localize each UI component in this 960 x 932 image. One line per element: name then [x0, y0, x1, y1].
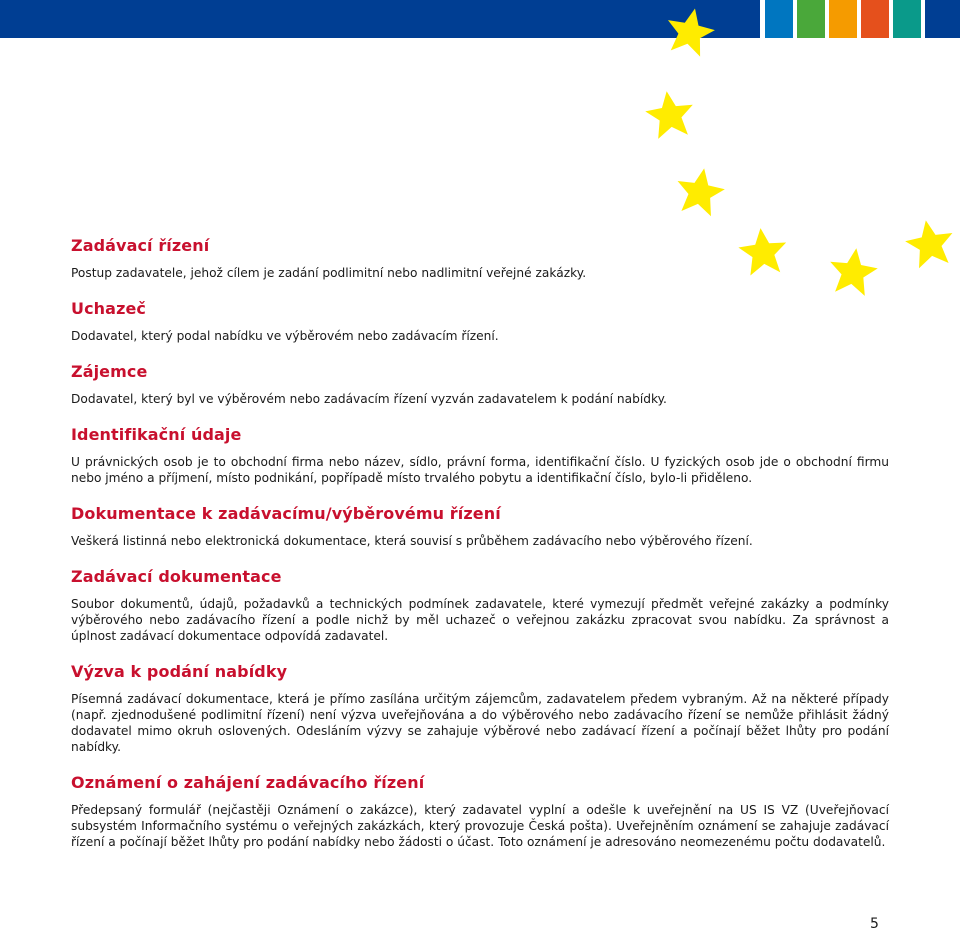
- glossary-term: Dokumentace k zadávacímu/výběrovému řízení: [71, 504, 501, 523]
- glossary-entry: [71, 567, 889, 644]
- page-number: 5: [870, 916, 879, 932]
- header-color-tab-2: [797, 0, 825, 38]
- glossary-definition: Předepsaný formulář (nejčastěji Oznámení o zakázce), který zadavatel vyplní a odešle k uveřejnění na US IS VZ (Uveřejňovací subsystém Informačního systému o veřejných zakázkách, který provozuje Česká pošta). Uveřejněním oznámení se zahajuje zadávací řízení a počínají běžet lhůty pro podání nabídky nebo žádosti o účast. Toto oznámení je adresováno neomezenému počtu dodavatelů.: [71, 803, 889, 849]
- header-color-tab-6: [925, 0, 960, 38]
- section-spacer: [71, 486, 889, 504]
- glossary-entry: [71, 299, 889, 344]
- glossary-term: Výzva k podání nabídky: [71, 662, 288, 681]
- section-spacer: [71, 344, 889, 362]
- glossary-definition: Veškerá listinná nebo elektronická dokumentace, která souvisí s průběhem zadávacího nebo výběrového řízení.: [71, 534, 753, 548]
- glossary-entry: [71, 773, 889, 850]
- section-spacer: [71, 755, 889, 773]
- header-color-tab-4: [861, 0, 889, 38]
- glossary-entry: [71, 236, 889, 281]
- header-color-tab-3: [829, 0, 857, 38]
- header-color-tab-5: [893, 0, 921, 38]
- glossary-entry: [71, 425, 889, 486]
- glossary-term: Zájemce: [71, 362, 148, 381]
- star-icon: [902, 216, 957, 270]
- section-spacer: [71, 549, 889, 567]
- star-icon: [643, 88, 697, 140]
- header-blue-band: [0, 0, 760, 38]
- glossary-entry: [71, 504, 889, 549]
- glossary-definition: Písemná zadávací dokumentace, která je přímo zasílána určitým zájemcům, zadavatelem předem vybraným. Až na některé případy (např. zjednodušené podlimitní řízení) není výzva uveřejňována a do výběrového nebo zadávacího řízení se nemůže přihlásit žádný dodavatel mimo okruh oslovených. Odesláním výzvy se zahajuje výběrové nebo zadávací řízení a počínají běžet lhůty pro podání nabídky.: [71, 692, 889, 754]
- glossary-entry: [71, 662, 889, 755]
- glossary-definition: Dodavatel, který podal nabídku ve výběrovém nebo zadávacím řízení.: [71, 329, 499, 343]
- section-spacer: [71, 644, 889, 662]
- glossary-definition: Dodavatel, který byl ve výběrovém nebo zadávacím řízení vyzván zadavatelem k podání nabídky.: [71, 392, 667, 406]
- header-color-bar: [0, 0, 960, 38]
- glossary-term: Identifikační údaje: [71, 425, 242, 444]
- section-spacer: [71, 407, 889, 425]
- glossary-definition: Soubor dokumentů, údajů, požadavků a technických podmínek zadavatele, které vymezují předmět veřejné zakázky a podmínky výběrového nebo zadávacího řízení a podle nichž by měl uchazeč o veřejnou zakázku zpracovat svou nabídku. Za správnost a úplnost zadávací dokumentace odpovídá zadavatel.: [71, 597, 889, 643]
- glossary-term: Uchazeč: [71, 299, 147, 318]
- glossary-term: Zadávací řízení: [71, 236, 210, 255]
- header-color-tab-1: [765, 0, 793, 38]
- glossary-definition: U právnických osob je to obchodní firma nebo název, sídlo, právní forma, identifikační číslo. U fyzických osob jde o obchodní firmu nebo jméno a příjmení, místo podnikání, popřípadě místo trvalého pobytu a identifikační číslo, bylo-li přiděleno.: [71, 455, 889, 485]
- glossary-term: Zadávací dokumentace: [71, 567, 282, 586]
- section-spacer: [71, 281, 889, 299]
- glossary-definition: Postup zadavatele, jehož cílem je zadání podlimitní nebo nadlimitní veřejné zakázky.: [71, 266, 587, 280]
- glossary-term: Oznámení o zahájení zadávacího řízení: [71, 773, 425, 792]
- star-icon: [673, 164, 728, 218]
- glossary-entry: [71, 362, 889, 407]
- glossary-content: [71, 236, 889, 850]
